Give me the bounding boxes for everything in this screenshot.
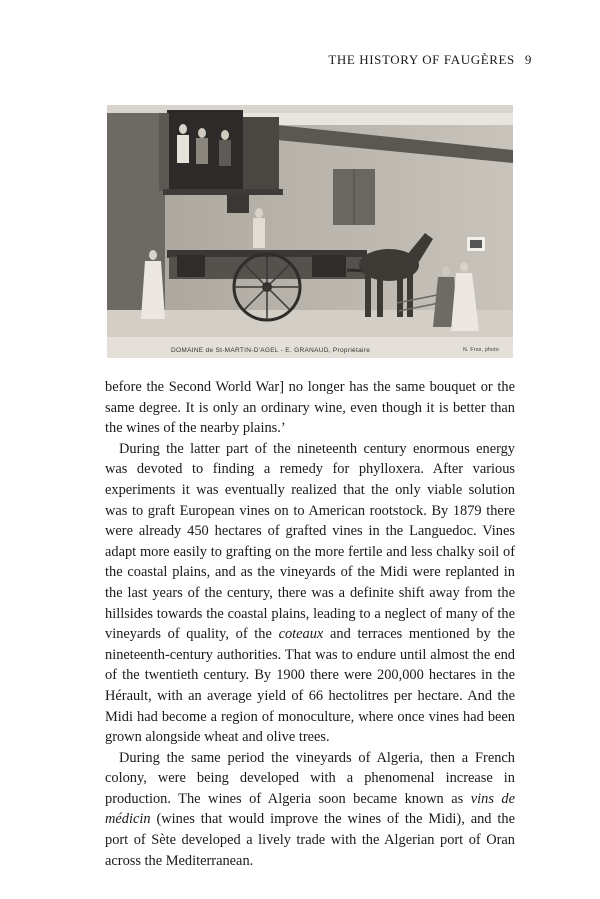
paragraph-2-italic: coteaux xyxy=(278,626,324,643)
page-number: 9 xyxy=(524,52,532,67)
caption-text: DOMAINE de St-MARTIN-D'AGEL - E. GRANAUD, Propriétaire xyxy=(171,347,371,354)
paragraph-3-end: (wines that would improve the wines of the Midi), and the port of Sète developed a lively trade with the Algerian port of Oran across the Mediterranean. xyxy=(105,811,515,869)
paragraph-2-text: During the latter part of the nineteenth century enormous energy was devoted to finding a remedy for phylloxera. After various experiments it was eventually realized that the only viable solution was to graft European vines on to American rootstock. By 1879 there were already 450 hectares of grafted vines in the Languedoc. Vines adapt more easily to grafting on the more fertile and less chalky soil of the coastal plains, and as the vineyards of the Midi were replanted in the last years of the century, there was a definite shift away from the hillsides towards the coastal plains, leading to a neglect of many of the vineyards of quality, of the xyxy=(105,440,515,643)
paragraph-2-end: and terraces mentioned by the nineteenth-century authorities. That was to endure until almost the end of the twentieth century. By 1900 there were 200,000 hectares in the Hérault, with an average yield of 66 hectolitres per hectare. And the Midi had become a region of monoculture, where once vines had been grown alongside wheat and olive trees. xyxy=(105,626,515,746)
paragraph-3-text: During the same period the vineyards of Algeria, then a French colony, were being developed with a phenomenal increase in production. The wines of Algeria soon became known as xyxy=(105,749,515,807)
body-text xyxy=(105,377,515,871)
historic-photograph xyxy=(107,105,513,358)
paragraph-3 xyxy=(105,748,515,872)
paragraph-2 xyxy=(105,439,515,748)
photo-illustration xyxy=(107,105,513,358)
photo-caption xyxy=(107,347,513,354)
paragraph-1: before the Second World War] no longer has the same bouquet or the same degree. It is only an ordinary wine, even though it is better than the wines of the nearby plains.’ xyxy=(105,379,515,437)
paragraph-3-italic: vins de médicin xyxy=(105,790,515,828)
photo-credit: N. Fros, photo xyxy=(463,347,499,353)
running-title: THE HISTORY OF FAUGÈRES xyxy=(328,52,515,67)
running-header xyxy=(328,52,532,68)
